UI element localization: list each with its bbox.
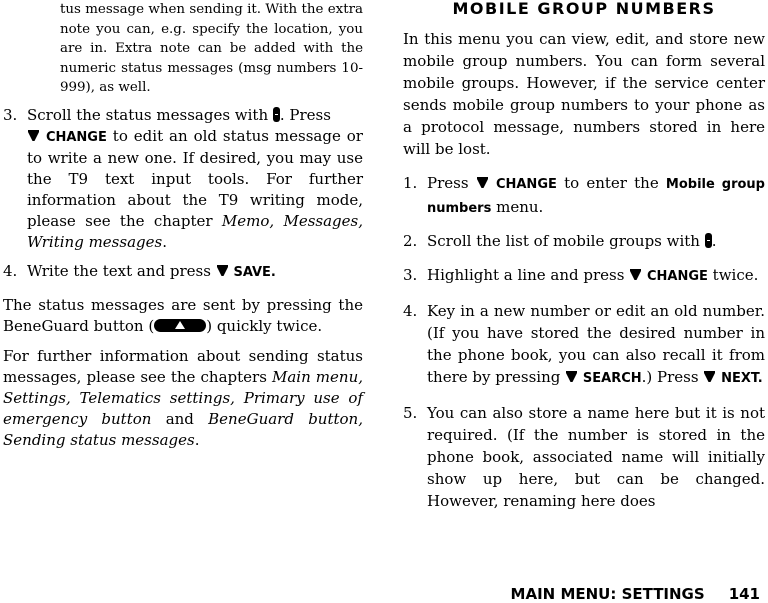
step-number: 4. bbox=[3, 261, 18, 280]
softkey-icon bbox=[703, 370, 716, 383]
softkey-icon bbox=[476, 176, 489, 189]
softkey-icon bbox=[27, 129, 40, 142]
right-step-2: 2. Scroll the list of mobile groups with . bbox=[403, 232, 717, 250]
scroll-key-icon bbox=[273, 107, 280, 122]
left-step-3: 3. Scroll the status messages with . Press CHANGE to edit an old status message or to write a new one. If desired, you may use the T9 text input tools. For further information about the T9 writing mode, please see the chapter Memo, Messages, Writing messages. bbox=[3, 105, 363, 251]
softkey-icon bbox=[629, 268, 642, 281]
step-number: 3. bbox=[3, 105, 18, 124]
right-step-3: 3. Highlight a line and press CHANGE twice. bbox=[403, 266, 759, 284]
further-info-paragraph: For further information about sending status messages, please see the chapters Main menu, Settings, Telematics settings, Primary use of emergency button and BeneGuard button, Sending status messages. bbox=[3, 346, 363, 449]
beneguard-paragraph: The status messages are sent by pressing the BeneGuard button ( ) quickly twice. bbox=[3, 295, 363, 335]
right-step-4: 4. Key in a new number or edit an old number. (If you have stored the desired number in the phone book, you can also recall it from there by pressing SEARCH.) Press NEXT. bbox=[403, 302, 765, 386]
section-heading: MOBILE GROUP NUMBERS bbox=[452, 0, 716, 18]
beneguard-button-icon bbox=[154, 319, 206, 332]
right-column bbox=[403, 0, 765, 512]
softkey-icon bbox=[216, 264, 229, 277]
right-step-5: 5. You can also store a name here but it is not required. (If the number is stored in the phone book, associated name will initially show up here, but can be changed. However, renaming here does bbox=[403, 404, 765, 510]
next-key-label: NEXT. bbox=[721, 371, 763, 386]
scroll-key-icon bbox=[705, 233, 712, 248]
page-number: 141 bbox=[728, 585, 760, 603]
save-key-label: SAVE. bbox=[233, 264, 276, 280]
left-column bbox=[3, 0, 363, 451]
search-key-label: SEARCH bbox=[582, 371, 642, 386]
change-key-label: CHANGE bbox=[646, 269, 708, 284]
softkey-icon bbox=[565, 370, 578, 383]
chapter-reference: Main menu, Settings, Telematics settings, Primary use of emergency button bbox=[3, 367, 363, 428]
extra-note-paragraph: tus message when sending it. With the extra note you can, e.g. specify the location, you are in. Extra note can be added with the numeric status messages (msg numbers 10-999), as well. bbox=[60, 2, 363, 95]
change-key-label: CHANGE bbox=[45, 129, 107, 145]
chapter-reference: BeneGuard button, Sending status messages bbox=[3, 409, 363, 449]
left-step-4: 4. Write the text and press SAVE. bbox=[3, 261, 276, 280]
footer-section-title: MAIN MENU: SETTINGS bbox=[510, 585, 705, 603]
intro-paragraph: In this menu you can view, edit, and store new mobile group numbers. You can form several mobile groups. However, if the service center sends mobile group numbers to your phone as a protocol message, numbers stored in here will be lost. bbox=[403, 30, 765, 158]
menu-name: Mobile group numbers bbox=[427, 177, 765, 216]
chapter-reference: Memo, Messages, Writing messages bbox=[27, 211, 363, 251]
page-footer bbox=[511, 585, 760, 603]
change-key-label: CHANGE bbox=[495, 177, 557, 192]
right-step-1: 1. Press CHANGE to enter the Mobile group numbers menu. bbox=[403, 174, 765, 216]
